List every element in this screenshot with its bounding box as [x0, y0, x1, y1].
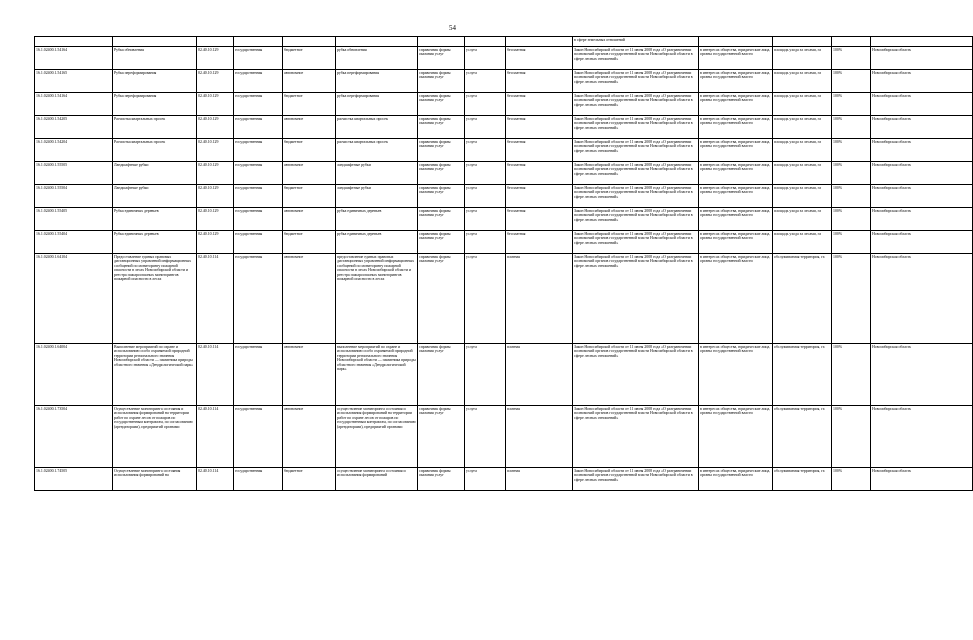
cell-content: рубка переформирования: [336, 70, 418, 93]
cell-kind: справочник формы оказания услуг: [418, 116, 465, 139]
cell-type: бюджетное: [283, 93, 336, 116]
cell-law: Закон Новосибирской области от 11 июня 2008 года «О разграничении полномочий органов государственной власти Новосибирской области в сфере лесных отношений»: [573, 47, 699, 70]
cell-own: государственная: [234, 468, 283, 491]
cell-form: услуга: [465, 139, 506, 162]
table-row: [35, 468, 973, 491]
cell-code: 16.1.02400.1.55405: [35, 208, 113, 231]
cell-unit: площадь ухода за лесами, га: [773, 162, 832, 185]
cell-type: автономное: [283, 208, 336, 231]
cell-own: государственная: [234, 162, 283, 185]
cell-code: 16.1.02400.1.55404: [35, 231, 113, 254]
cell-form: услуга: [465, 344, 506, 406]
cell-law: Закон Новосибирской области от 11 июня 2008 года «О разграничении полномочий органов государственной власти Новосибирской области в сфере лесных отношений»: [573, 254, 699, 344]
cell-form: услуга: [465, 185, 506, 208]
cell-own: государственная: [234, 70, 283, 93]
cell-own: государственная: [234, 185, 283, 208]
cell-pay: платная: [506, 468, 573, 491]
cell-kind: справочник формы оказания услуг: [418, 47, 465, 70]
cell-form: услуга: [465, 468, 506, 491]
table-row: [35, 47, 973, 70]
cell-pay: платная: [506, 254, 573, 344]
cell-code: 16.1.02400.1.54164: [35, 47, 113, 70]
cell-who: в интересах общества, юридические лица, органы государственной власти: [699, 208, 773, 231]
cell-pay: бесплатная: [506, 231, 573, 254]
cell-type: автономное: [283, 344, 336, 406]
cell-kind: справочник формы оказания услуг: [418, 208, 465, 231]
cell-pay: бесплатная: [506, 116, 573, 139]
table-row: [35, 406, 973, 468]
cell-name: Ландшафтные рубки: [113, 185, 197, 208]
cell-okved: 02.40.10.129: [197, 70, 234, 93]
cell-kind: справочник формы оказания услуг: [418, 254, 465, 344]
cell-pct: 100%: [832, 231, 871, 254]
cell-who: в интересах общества, юридические лица, органы государственной власти: [699, 254, 773, 344]
table-row: [35, 185, 973, 208]
cell-form: услуга: [465, 208, 506, 231]
cell-type: автономное: [283, 254, 336, 344]
table-row: [35, 70, 973, 93]
cell-name: Предоставление единых правовых дистанционных управлений информационных сообщений по мониторингу пожарной опасности в лесах Новосибирской области и реестра пожароопасных мониторингов пожарной опасности в лесах: [113, 254, 197, 344]
cell-unit: площадь ухода за лесами, га: [773, 70, 832, 93]
cell-pct: 100%: [832, 208, 871, 231]
table-row: [35, 116, 973, 139]
cell-okved: 02.40.10.114: [197, 254, 234, 344]
cell-law: Закон Новосибирской области от 11 июня 2008 года «О разграничении полномочий органов государственной власти Новосибирской области в сфере лесных отношений»: [573, 344, 699, 406]
cell-own: государственная: [234, 254, 283, 344]
cell-who: в интересах общества, юридические лица, органы государственной власти: [699, 116, 773, 139]
cell-who: в интересах общества, юридические лица, органы государственной власти: [699, 185, 773, 208]
cell-type: автономное: [283, 406, 336, 468]
cell-law: Закон Новосибирской области от 11 июня 2008 года «О разграничении полномочий органов государственной власти Новосибирской области в сфере лесных отношений»: [573, 406, 699, 468]
cell-name: Выполнение мероприятий по охране и использованию особо охраняемой природной территории регионального значения Новосибирской области — памятника природы областного значения «Дендрологический парк»: [113, 344, 197, 406]
cell-pay: бесплатная: [506, 47, 573, 70]
table-row: [35, 231, 973, 254]
cell-own: государственная: [234, 231, 283, 254]
cell-okved: 02.40.10.114: [197, 344, 234, 406]
cell-okved: 02.40.10.129: [197, 116, 234, 139]
cell-who: в интересах общества, юридические лица, органы государственной власти: [699, 162, 773, 185]
cell-code: 16.1.02400.1.54205: [35, 116, 113, 139]
cell-unit: обслуживаемая территория, га: [773, 254, 832, 344]
cell-terr: Новосибирская область: [871, 344, 973, 406]
cell-terr: Новосибирская область: [871, 406, 973, 468]
cell-name: Рубка переформирования: [113, 70, 197, 93]
cell-content: рубка единичных деревьев: [336, 231, 418, 254]
cell-unit: площадь ухода за лесами, га: [773, 93, 832, 116]
cell-okved: 02.40.10.129: [197, 162, 234, 185]
cell-content: осуществление мониторинга состояния и использования формирований: [336, 468, 418, 491]
cell-pct: 100%: [832, 468, 871, 491]
table-row: [35, 344, 973, 406]
cell-code: 16.1.02400.1.64004: [35, 344, 113, 406]
services-table: [34, 36, 973, 491]
cell-name: Рубка единичных деревьев: [113, 231, 197, 254]
cell-pct: 100%: [832, 47, 871, 70]
cell-content: расчистка квартальных просек: [336, 116, 418, 139]
table-row: [35, 254, 973, 344]
cell-law: Закон Новосибирской области от 11 июня 2008 года «О разграничении полномочий органов государственной власти Новосибирской области в сфере лесных отношений»: [573, 162, 699, 185]
cell-who: в интересах общества, юридические лица, органы государственной власти: [699, 231, 773, 254]
cell-pct: 100%: [832, 254, 871, 344]
cell-law: Закон Новосибирской области от 11 июня 2008 года «О разграничении полномочий органов государственной власти Новосибирской области в сфере лесных отношений»: [573, 208, 699, 231]
cell-law: Закон Новосибирской области от 11 июня 2008 года «О разграничении полномочий органов государственной власти Новосибирской области в сфере лесных отношений»: [573, 185, 699, 208]
cell-pct: 100%: [832, 70, 871, 93]
cell-kind: справочник формы оказания услуг: [418, 162, 465, 185]
cell-pay: бесплатная: [506, 185, 573, 208]
cell-form: услуга: [465, 162, 506, 185]
cell-terr: Новосибирская область: [871, 139, 973, 162]
cell-kind: справочник формы оказания услуг: [418, 406, 465, 468]
cell-name: Рубка обновления: [113, 47, 197, 70]
cell-code: 16.1.02400.1.55504: [35, 185, 113, 208]
cell-type: автономное: [283, 70, 336, 93]
cell-who: в интересах общества, юридические лица, органы государственной власти: [699, 406, 773, 468]
cell-content: рубка переформирования: [336, 93, 418, 116]
cell-who: в интересах общества, юридические лица, органы государственной власти: [699, 344, 773, 406]
cell-code: 16.1.02400.1.54164: [35, 93, 113, 116]
cell-form: услуга: [465, 47, 506, 70]
cell-pct: 100%: [832, 406, 871, 468]
cell-name: Расчистка квартальных просек: [113, 139, 197, 162]
cell-own: государственная: [234, 47, 283, 70]
cell-content: осуществление мониторинга состояния и использования формирований на территории работ по охране лесов от пожаров по государственным контрактам, по согласованию (арендаторами), предприятий органами: [336, 406, 418, 468]
cell-law: Закон Новосибирской области от 11 июня 2008 года «О разграничении полномочий органов государственной власти Новосибирской области в сфере лесных отношений»: [573, 116, 699, 139]
cell-code: 16.1.02400.1.55505: [35, 162, 113, 185]
cell-content: выполнение мероприятий по охране и использованию особо охраняемой природной территории регионального значения Новосибирской области — памятника природы областного значения «Дендрологический парк»: [336, 344, 418, 406]
cell-name: Осуществление мониторинга состояния и использования формирований на территории работ по охране лесов от пожаров по государственным контрактам, по согласованию (арендаторами), предприятий органами: [113, 406, 197, 468]
cell-okved: 02.40.10.114: [197, 406, 234, 468]
cell-pay: бесплатная: [506, 208, 573, 231]
cell-terr: Новосибирская область: [871, 208, 973, 231]
cell-terr: Новосибирская область: [871, 231, 973, 254]
cell-content: рубка единичных деревьев: [336, 208, 418, 231]
cell-type: бюджетное: [283, 231, 336, 254]
cell-unit: обслуживаемая территория, га: [773, 344, 832, 406]
cell-content: расчистка квартальных просек: [336, 139, 418, 162]
cell-terr: Новосибирская область: [871, 116, 973, 139]
cell-type: автономное: [283, 162, 336, 185]
cell-own: государственная: [234, 344, 283, 406]
services-table-wrapper: [34, 36, 912, 624]
cell-who: в интересах общества, юридические лица, органы государственной власти: [699, 47, 773, 70]
cell-own: государственная: [234, 116, 283, 139]
cell-content: ландшафтные рубки: [336, 162, 418, 185]
cell-kind: справочник формы оказания услуг: [418, 139, 465, 162]
cell-terr: Новосибирская область: [871, 93, 973, 116]
cell-okved: 02.40.10.129: [197, 93, 234, 116]
cell-type: бюджетное: [283, 185, 336, 208]
cell-name: Рубка единичных деревьев: [113, 208, 197, 231]
cell-type: бюджетное: [283, 468, 336, 491]
cell-type: автономное: [283, 116, 336, 139]
cell-terr: Новосибирская область: [871, 185, 973, 208]
cell-name: Расчистка квартальных просек: [113, 116, 197, 139]
cell-pct: 100%: [832, 139, 871, 162]
cell-form: услуга: [465, 406, 506, 468]
table-row: [35, 93, 973, 116]
cell-type: бюджетное: [283, 139, 336, 162]
cell-terr: Новосибирская область: [871, 468, 973, 491]
cell-own: государственная: [234, 406, 283, 468]
cell-okved: 02.40.10.129: [197, 208, 234, 231]
cell-code: 16.1.02400.1.73504: [35, 406, 113, 468]
cell-pct: 100%: [832, 185, 871, 208]
cell-law: Закон Новосибирской области от 11 июня 2008 года «О разграничении полномочий органов государственной власти Новосибирской области в сфере лесных отношений»: [573, 468, 699, 491]
cell-pay: платная: [506, 406, 573, 468]
cell-pay: бесплатная: [506, 70, 573, 93]
cell-okved: 02.40.10.129: [197, 185, 234, 208]
cell-code: 16.1.02400.1.74505: [35, 468, 113, 491]
table-row: [35, 139, 973, 162]
cell-own: государственная: [234, 139, 283, 162]
cell-kind: справочник формы оказания услуг: [418, 344, 465, 406]
table-row: [35, 162, 973, 185]
cell-law: Закон Новосибирской области от 11 июня 2008 года «О разграничении полномочий органов государственной власти Новосибирской области в сфере лесных отношений»: [573, 70, 699, 93]
cell-pay: бесплатная: [506, 93, 573, 116]
cell-form: услуга: [465, 93, 506, 116]
cell-okved: 02.40.10.129: [197, 47, 234, 70]
cell-terr: Новосибирская область: [871, 162, 973, 185]
cell-unit: площадь ухода за лесами, га: [773, 116, 832, 139]
cell-who: в интересах общества, юридические лица, органы государственной власти: [699, 468, 773, 491]
cell-content: ландшафтные рубки: [336, 185, 418, 208]
cell-kind: справочник формы оказания услуг: [418, 93, 465, 116]
cell-type: бюджетное: [283, 47, 336, 70]
cell-kind: справочник формы оказания услуг: [418, 70, 465, 93]
cell-form: услуга: [465, 254, 506, 344]
cell-code: 16.1.02400.1.54165: [35, 70, 113, 93]
cell-pct: 100%: [832, 162, 871, 185]
cell-kind: справочник формы оказания услуг: [418, 231, 465, 254]
cell-terr: Новосибирская область: [871, 254, 973, 344]
cell-who: в интересах общества, юридические лица, органы государственной власти: [699, 93, 773, 116]
cell-pay: бесплатная: [506, 162, 573, 185]
cell-okved: 02.40.10.129: [197, 139, 234, 162]
cell-pct: 100%: [832, 116, 871, 139]
cell-law: Закон Новосибирской области от 11 июня 2008 года «О разграничении полномочий органов государственной власти Новосибирской области в сфере лесных отношений»: [573, 139, 699, 162]
cell-own: государственная: [234, 93, 283, 116]
cell-terr: Новосибирская область: [871, 70, 973, 93]
cell-unit: площадь ухода за лесами, га: [773, 208, 832, 231]
cell-law: Закон Новосибирской области от 11 июня 2008 года «О разграничении полномочий органов государственной власти Новосибирской области в сфере лесных отношений»: [573, 231, 699, 254]
cell-who: в интересах общества, юридические лица, органы государственной власти: [699, 139, 773, 162]
cell-code: 16.1.02400.1.54204: [35, 139, 113, 162]
cell-unit: площадь ухода за лесами, га: [773, 139, 832, 162]
cell-terr: Новосибирская область: [871, 47, 973, 70]
cell-content: рубка обновления: [336, 47, 418, 70]
cell-okved: 02.40.10.114: [197, 468, 234, 491]
cell-pct: 100%: [832, 344, 871, 406]
cell-pay: платная: [506, 344, 573, 406]
cell-unit: площадь ухода за лесами, га: [773, 185, 832, 208]
continuation-row: [35, 37, 973, 47]
cell-own: государственная: [234, 208, 283, 231]
cell-form: услуга: [465, 70, 506, 93]
cell-code: 16.1.02400.1.64104: [35, 254, 113, 344]
cell-pct: 100%: [832, 93, 871, 116]
cell-kind: справочник формы оказания услуг: [418, 185, 465, 208]
continuation-cell: в сфере земельных отношений: [573, 37, 699, 47]
cell-unit: площадь ухода за лесами, га: [773, 231, 832, 254]
cell-unit: обслуживаемая территория, га: [773, 468, 832, 491]
cell-unit: обслуживаемая территория, га: [773, 406, 832, 468]
cell-name: Рубка переформирования: [113, 93, 197, 116]
page-number: 54: [449, 24, 456, 32]
cell-kind: справочник формы оказания услуг: [418, 468, 465, 491]
cell-pay: бесплатная: [506, 139, 573, 162]
cell-name: Ландшафтные рубки: [113, 162, 197, 185]
table-row: [35, 208, 973, 231]
cell-form: услуга: [465, 116, 506, 139]
cell-content: предоставление единых правовых дистанционных управлений информационных сообщений по мониторингу пожарной опасности в лесах Новосибирской области и реестра пожароопасных мониторингов пожарной опасности в лесах: [336, 254, 418, 344]
cell-law: Закон Новосибирской области от 11 июня 2008 года «О разграничении полномочий органов государственной власти Новосибирской области в сфере лесных отношений»: [573, 93, 699, 116]
cell-name: Осуществление мониторинга состояния использования формирований на: [113, 468, 197, 491]
cell-form: услуга: [465, 231, 506, 254]
cell-who: в интересах общества, юридические лица, органы государственной власти: [699, 70, 773, 93]
cell-unit: площадь ухода за лесами, га: [773, 47, 832, 70]
cell-okved: 02.40.10.129: [197, 231, 234, 254]
